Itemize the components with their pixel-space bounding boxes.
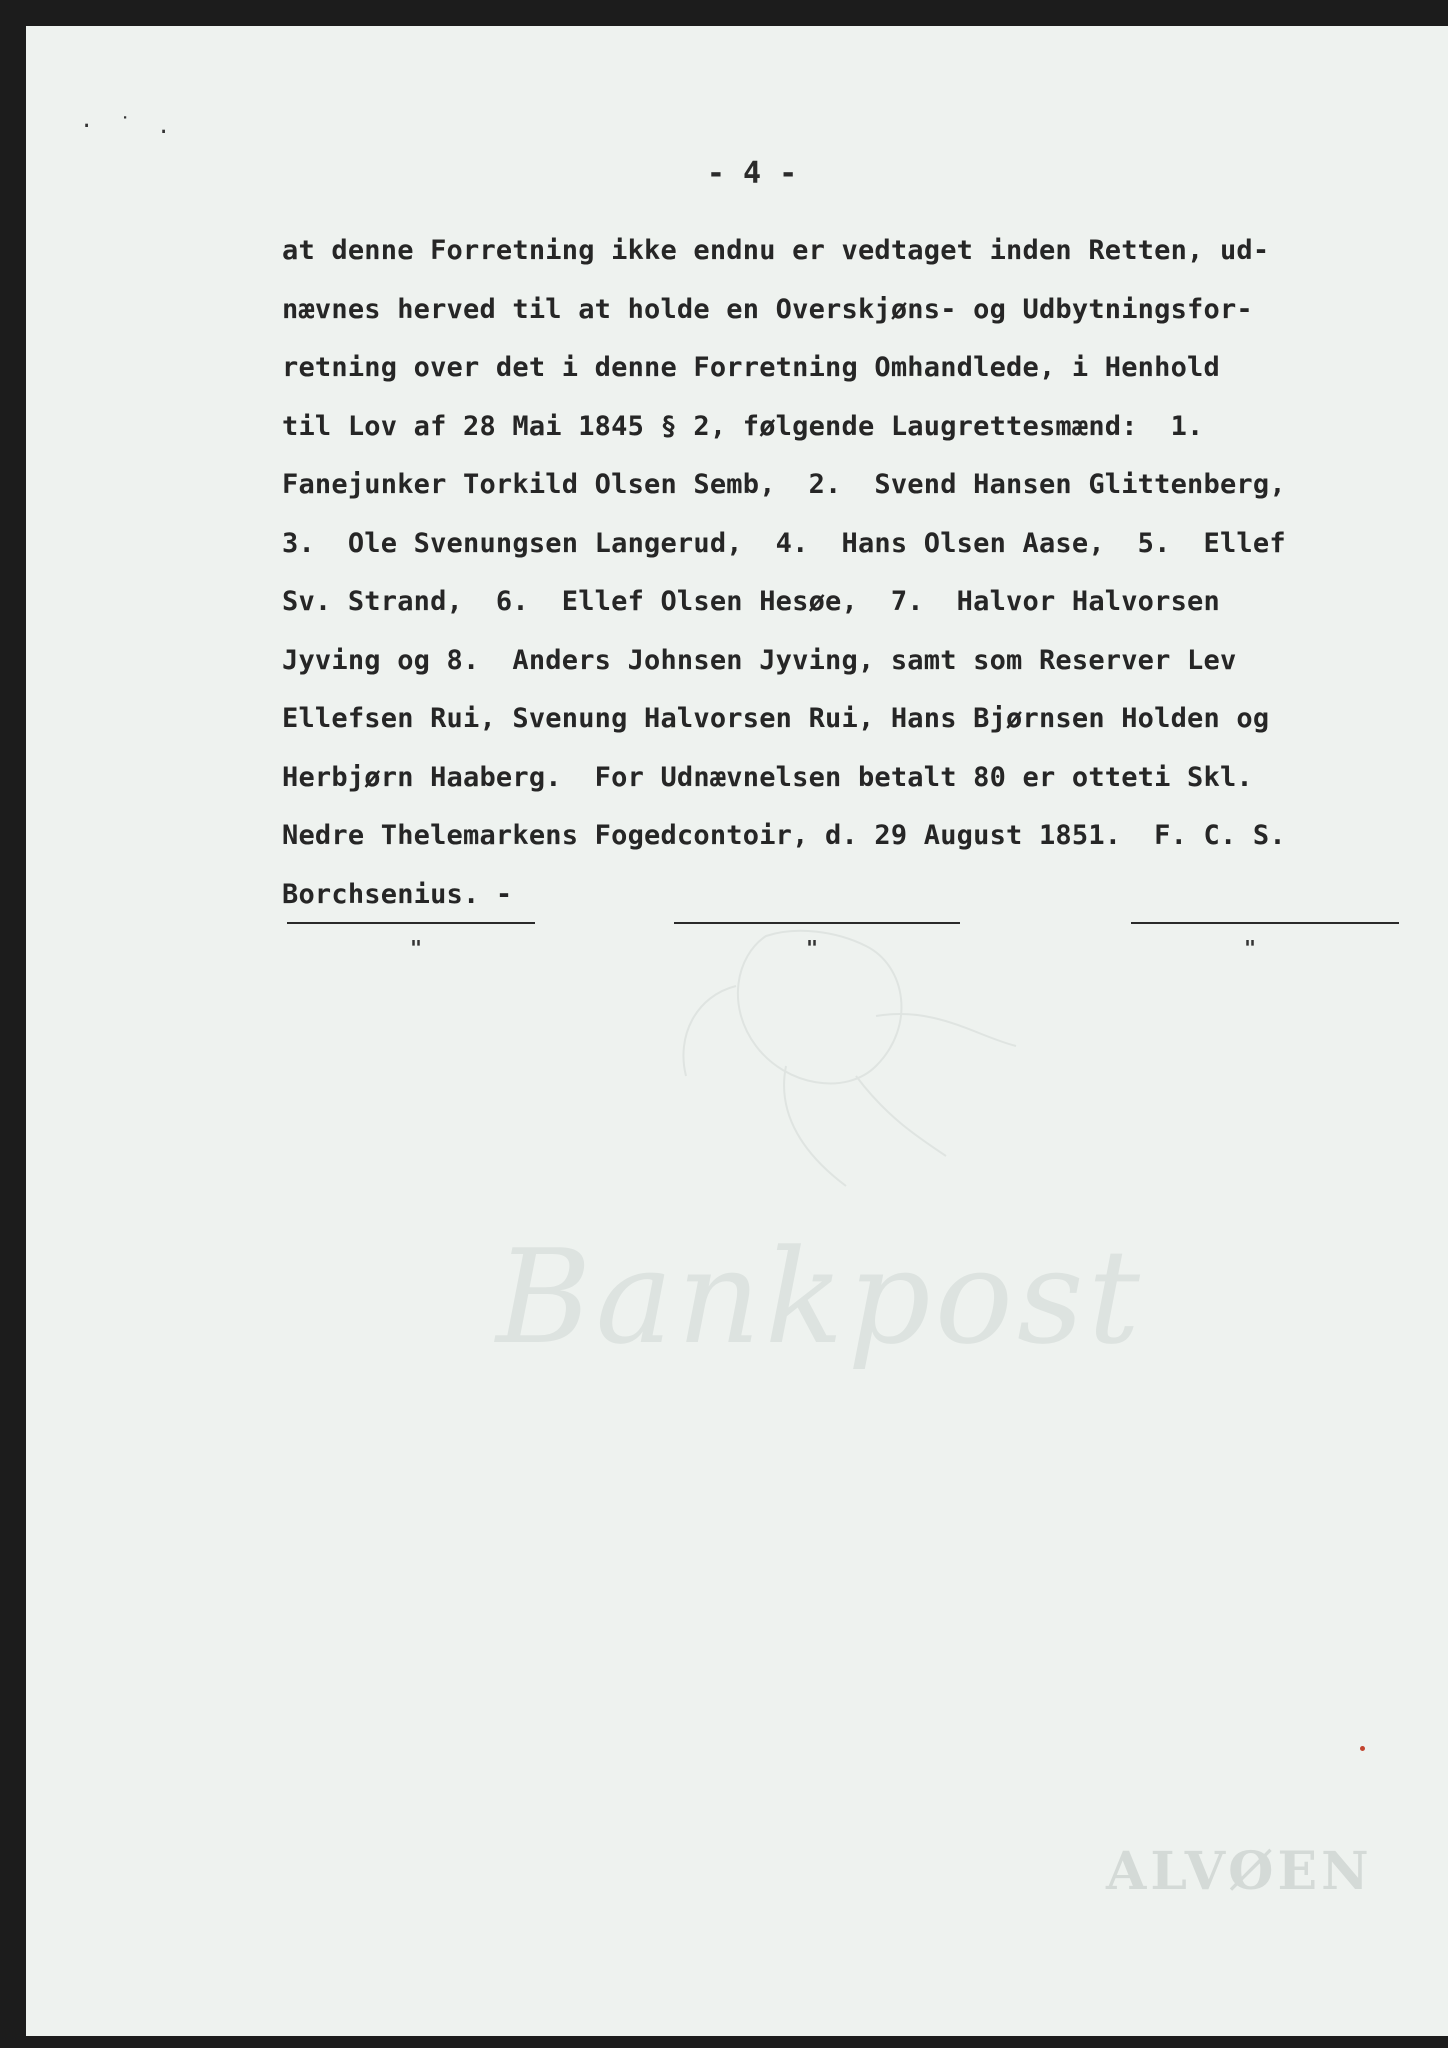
ditto-rule (1131, 922, 1399, 924)
ditto-mark: " (410, 936, 423, 960)
text-line: 3. Ole Svenungsen Langerud, 4. Hans Olsen Aase, 5. Ellef (282, 527, 1286, 559)
text-line: nævnes herved til at holde en Overskjøns- og Udbytningsfor- (282, 293, 1253, 325)
body-text (282, 222, 1432, 924)
text-line: at denne Forretning ikke endnu er vedtaget inden Retten, ud- (282, 235, 1270, 266)
document-page (26, 26, 1448, 2036)
ditto-mark: " (1244, 936, 1257, 960)
ditto-rule (287, 922, 535, 924)
ink-specks: · ˙ . (80, 114, 177, 139)
text-line: Jyving og 8. Anders Johnsen Jyving, samt som Reserver Lev (282, 644, 1237, 676)
angel-watermark-icon (616, 896, 1076, 1216)
text-line: Borchsenius. - (282, 878, 513, 910)
text-line: Sv. Strand, 6. Ellef Olsen Hesøe, 7. Halvor Halvorsen (282, 586, 1220, 617)
red-ink-mark (1360, 1746, 1365, 1751)
text-line: Ellefsen Rui, Svenung Halvorsen Rui, Hans Bjørnsen Holden og (282, 703, 1270, 734)
text-line: til Lov af 28 Mai 1845 § 2, følgende Laugrettesmænd: 1. (282, 410, 1204, 442)
text-line: Herbjørn Haaberg. For Udnævnelsen betalt 80 er otteti Skl. (282, 761, 1253, 793)
alvoen-stamp-watermark: ALVØEN (1106, 1841, 1373, 1902)
text-line: Fanejunker Torkild Olsen Semb, 2. Svend Hansen Glittenberg, (282, 469, 1286, 500)
text-line: Nedre Thelemarkens Fogedcontoir, d. 29 August 1851. F. C. S. (282, 820, 1286, 851)
text-line: retning over det i denne Forretning Omhandlede, i Henhold (282, 352, 1220, 383)
bankpost-watermark: Bankpost (496, 1221, 1144, 1373)
ditto-mark: " (806, 936, 819, 960)
page-number: - 4 - (706, 156, 798, 191)
ditto-rule (674, 922, 960, 924)
